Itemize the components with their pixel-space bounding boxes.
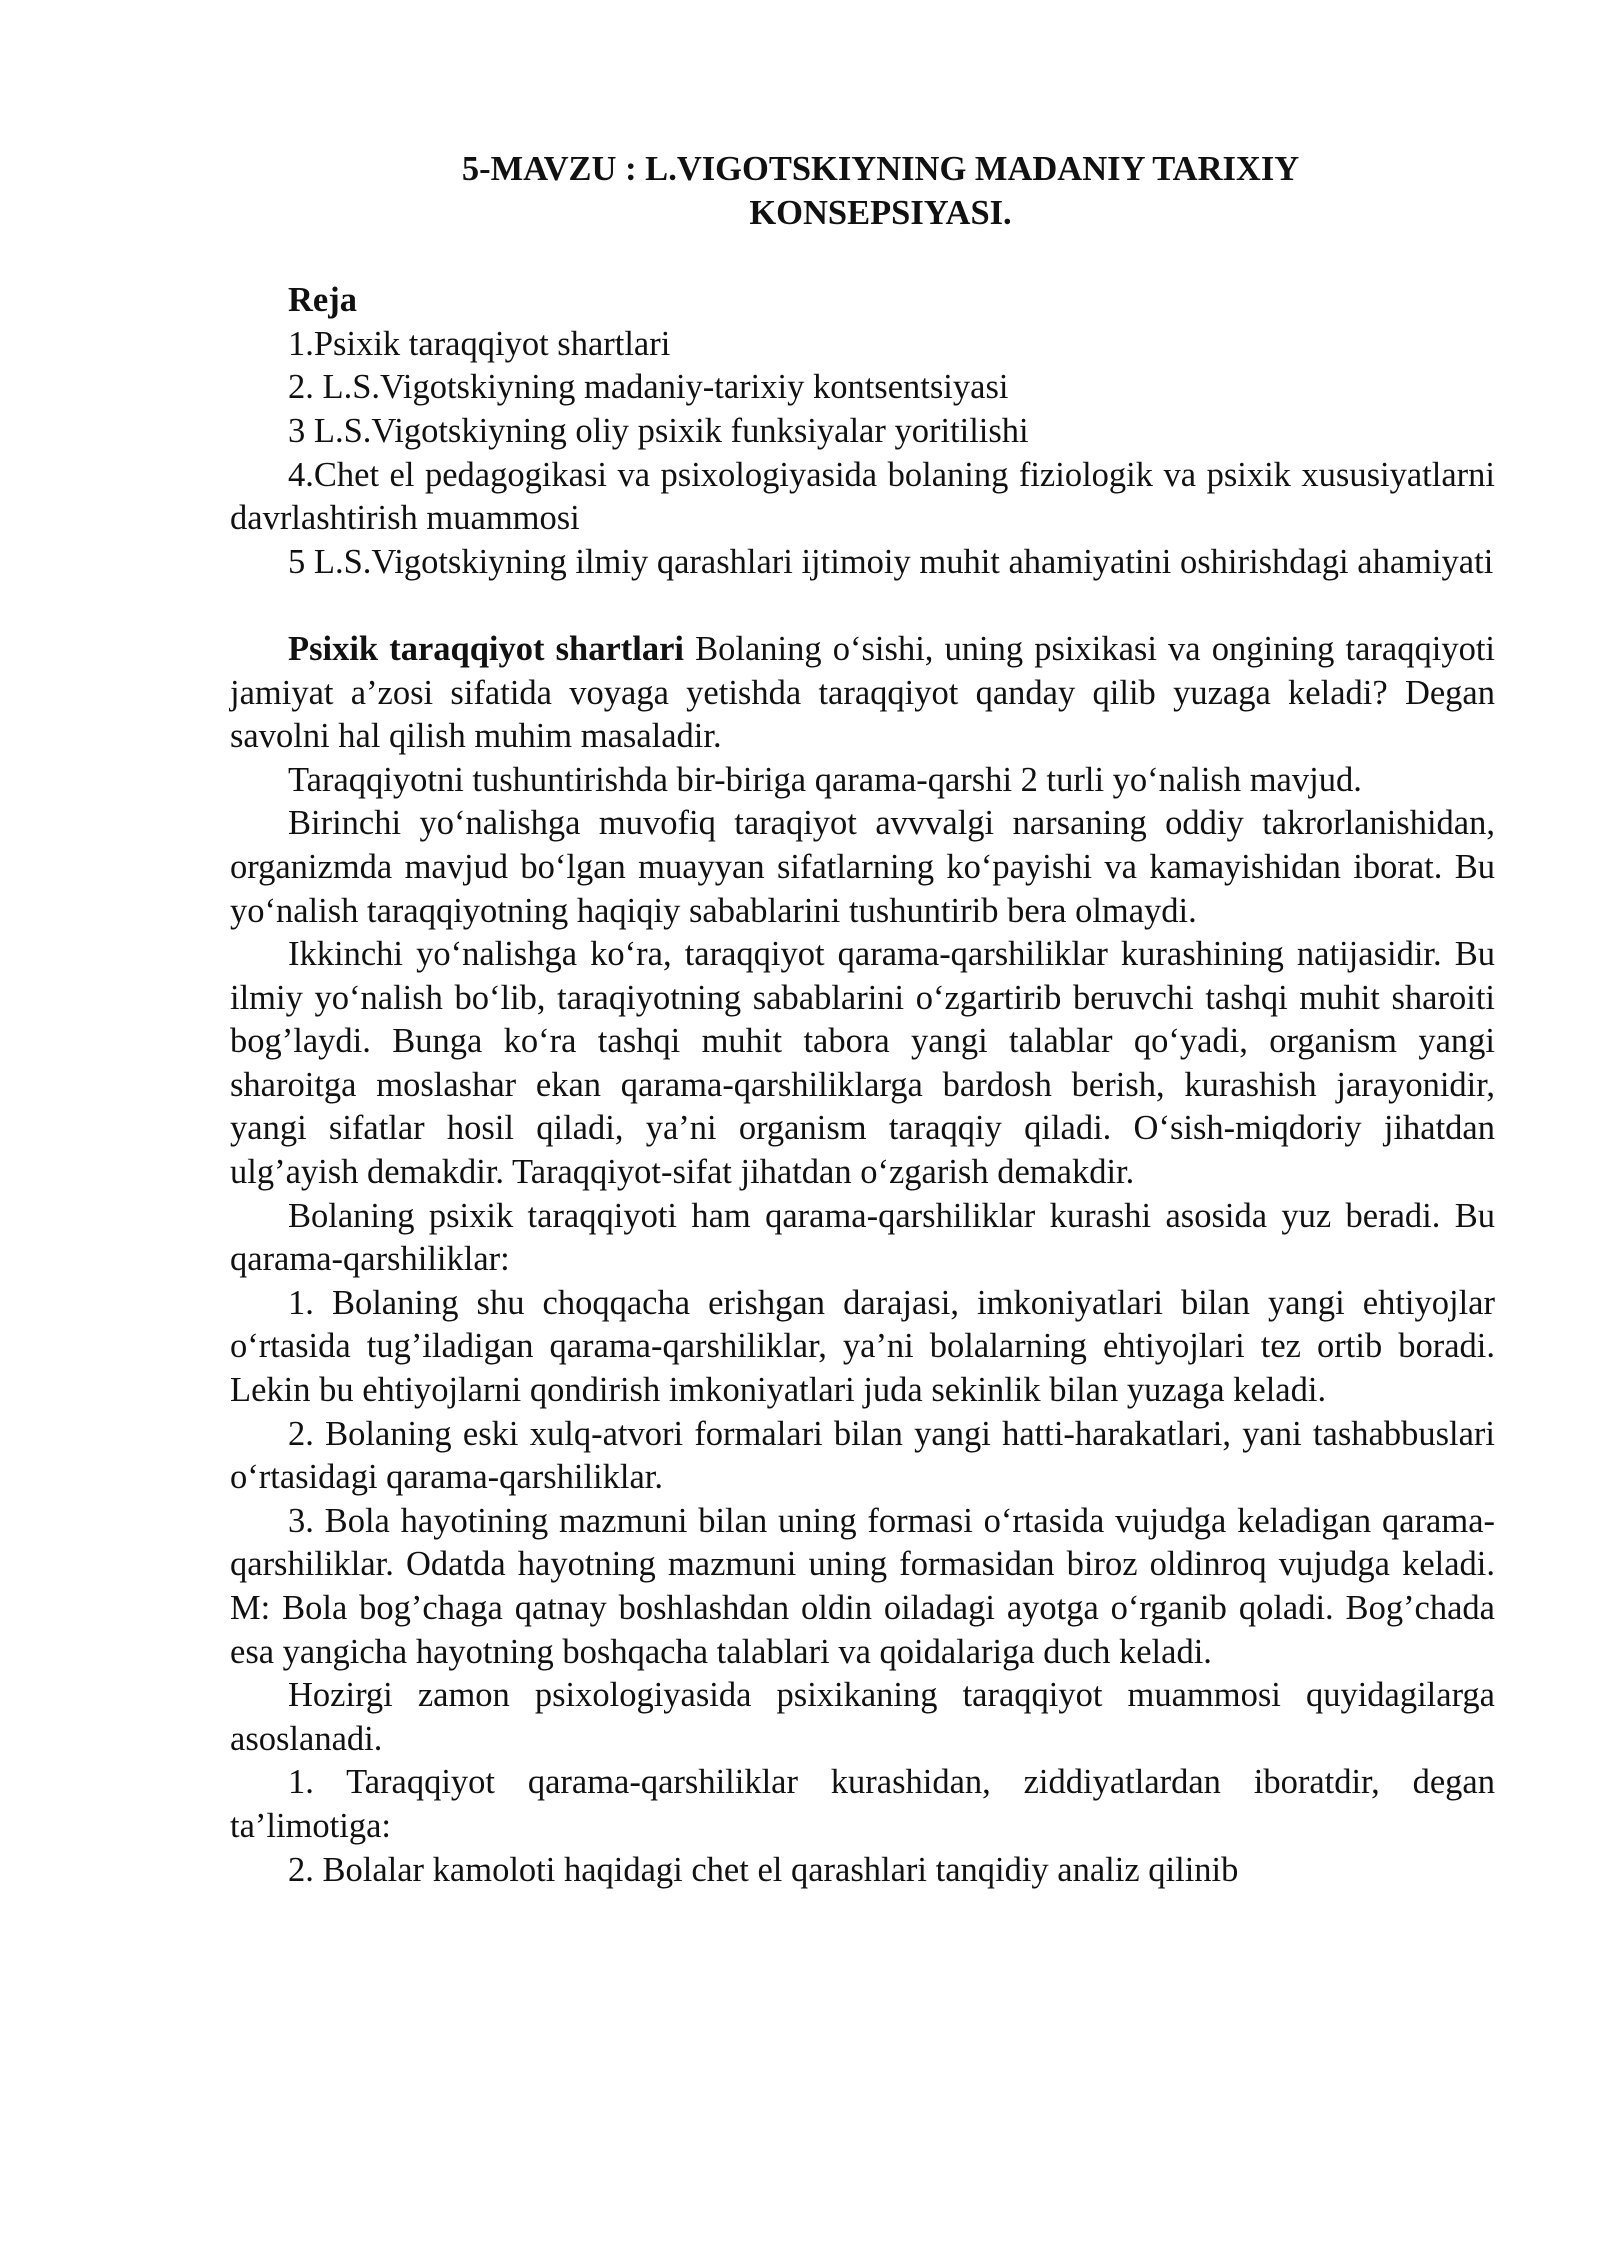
body-paragraph: Ikkinchi yo‘nalishga ko‘ra, taraqqiyot qarama-qarshiliklar kurashining natijasidir. Bu ilmiy yo‘nalish bo‘lib, taraqiyotning sabablarini o‘zgartirib beruvchi tashqi muhit sharoiti bog’laydi. Bunga ko‘ra tashqi muhit tabora yangi talablar qo‘yadi, organism yangi sharoitga moslashar ekan qarama-qarshiliklarga bardosh berish, kurashish jarayonidir, yangi sifatlar hosil qiladi, ya’ni organism taraqqiy qiladi. O‘sish-miqdoriy jihatdan ulg’ayish demakdir. Taraqqiyot-sifat jihatdan o‘zgarish demakdir. <box>230 935 1495 1192</box>
plan-heading: Reja <box>288 281 357 320</box>
plan-item: 4.Chet el pedagogikasi va psixologiyasida bolaning fiziologik va psixik xususiyatlarni davrlashtirish muammosi <box>230 455 1495 538</box>
body-paragraph: 1. Taraqqiyot qarama-qarshiliklar kurashidan, ziddiyatlardan iboratdir, degan ta’limotiga: <box>230 1763 1495 1845</box>
title-line-1: 5-MAVZU : L.VIGOTSKIYNING MADANIY TARIXIY <box>461 150 1300 188</box>
body-paragraph: 1. Bolaning shu choqqacha erishgan darajasi, imkoniyatlari bilan yangi ehtiyojlar o‘rtasida tug’iladigan qarama-qarshiliklar, ya’ni bolalarning ehtiyojlari tez ortib boradi. Lekin bu ehtiyojlarni qondirish imkoniyatlari juda sekinlik bilan yuzaga keladi. <box>230 1283 1495 1410</box>
spacer <box>230 584 1495 628</box>
body-paragraph: 3. Bola hayotining mazmuni bilan uning formasi o‘rtasida vujudga keladigan qarama-qarshiliklar. Odatda hayotning mazmuni uning formasidan biroz oldinroq vujudga keladi. M: Bola bog’chaga qatnay boshlashdan oldin oiladagi ayotga o‘rganib qoladi. Bog’chada esa yangicha hayotning boshqacha talablari va qoidalariga duch keladi. <box>230 1501 1495 1671</box>
body-paragraph: Hozirgi zamon psixologiyasida psixikaning taraqqiyot muammosi quyidagilarga asoslanadi. <box>230 1676 1495 1758</box>
document-title <box>230 148 1495 235</box>
plan-item: 3 L.S.Vigotskiyning oliy psixik funksiyalar yoritilishi <box>288 411 1029 450</box>
section-lead-paragraph <box>230 628 1495 759</box>
body-paragraph: Birinchi yo‘nalishga muvofiq taraqiyot avvvalgi narsaning oddiy takrorlanishidan, organizmda mavjud bo‘lgan muayyan sifatlarning ko‘payishi va kamayishidan iborat. Bu yo‘nalish taraqqiyotning haqiqiy sabablarini tushuntirib bera olmaydi. <box>230 804 1495 930</box>
document-body <box>230 148 1495 1892</box>
section-lead-text: Bolaning o‘sishi, uning psixikasi va ongining taraqqiyoti jamiyat a’zosi sifatida voyaga yetishda taraqqiyot qanday qilib yuzaga keladi? Degan savolni hal qilish muhim masaladir. <box>230 629 1495 756</box>
body-paragraph: Bolaning psixik taraqqiyoti ham qarama-qarshiliklar kurashi asosida yuz beradi. Bu qarama-qarshiliklar: <box>230 1196 1495 1279</box>
plan-item: 2. L.S.Vigotskiyning madaniy-tarixiy kontsentsiyasi <box>288 368 1009 407</box>
body-paragraph: Taraqqiyotni tushuntirishda bir-biriga qarama-qarshi 2 turli yo‘nalish mavjud. <box>288 760 1362 799</box>
title-line-2: KONSEPSIYASI. <box>749 193 1012 232</box>
plan-section <box>230 279 1495 584</box>
plan-item: 1.Psixik taraqqiyot shartlari <box>288 324 671 363</box>
plan-item: 5 L.S.Vigotskiyning ilmiy qarashlari ijtimoiy muhit ahamiyatini oshirishdagi ahamiyati <box>288 542 1494 581</box>
body-paragraph: 2. Bolalar kamoloti haqidagi chet el qarashlari tanqidiy analiz qilinib <box>288 1850 1239 1889</box>
section-heading: Psixik taraqqiyot shartlari <box>288 629 685 668</box>
body-paragraph: 2. Bolaning eski xulq-atvori formalari bilan yangi hatti-harakatlari, yani tashabbuslari o‘rtasidagi qarama-qarshiliklar. <box>230 1414 1495 1497</box>
